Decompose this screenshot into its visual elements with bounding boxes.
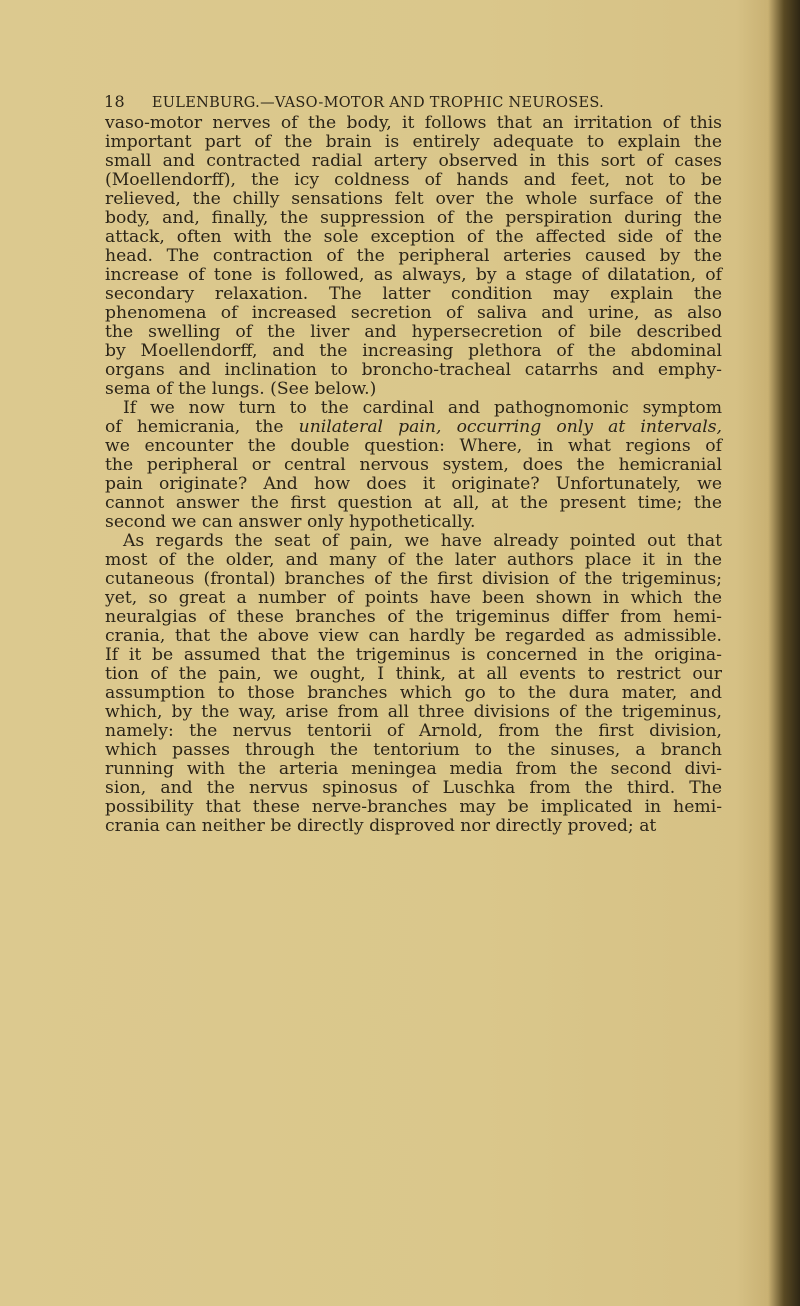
page-number: 18 — [104, 92, 125, 111]
text-line: possibility that these nerve-branches may be implicated in hemi- — [105, 797, 722, 817]
text-line: attack, often with the sole exception of the affected side of the — [105, 227, 722, 247]
text-line: vaso-motor nerves of the body, it follows that an irritation of this — [105, 113, 722, 133]
text-line: phenomena of increased secretion of saliva and urine, as also — [105, 303, 722, 323]
text-line: running with the arteria meningea media from the second divi- — [105, 759, 722, 779]
text-line: small and contracted radial artery observed in this sort of cases — [105, 151, 722, 171]
text-line: sema of the lungs. (See below.) — [105, 379, 377, 399]
text-line: As regards the seat of pain, we have already pointed out that — [123, 531, 722, 551]
italic-emphasis: unilateral pain, occurring only at intervals, — [298, 417, 723, 437]
text-line: (Moellendorff), the icy coldness of hands and feet, not to be — [105, 170, 722, 190]
text-line: neuralgias of these branches of the trigeminus differ from hemi- — [105, 607, 722, 627]
text-line: pain originate? And how does it originate? Unfortunately, we — [105, 474, 722, 494]
text-line: cannot answer the first question at all, at the present time; the — [105, 493, 722, 513]
text-line: namely: the nervus tentorii of Arnold, from the first division, — [105, 721, 722, 741]
text-line: the peripheral or central nervous system, does the hemicranial — [105, 455, 722, 475]
text-line: yet, so great a number of points have been shown in which the — [105, 588, 722, 608]
text-line: tion of the pain, we ought, I think, at all events to restrict our — [105, 664, 722, 684]
text-line: cutaneous (frontal) branches of the first division of the trigeminus; — [105, 569, 722, 589]
text-line: the swelling of the liver and hypersecretion of bile described — [105, 322, 722, 342]
text-line: by Moellendorff, and the increasing plethora of the abdominal — [105, 341, 722, 361]
text-line: If we now turn to the cardinal and pathognomonic symptom — [123, 398, 722, 418]
text-line: second we can answer only hypothetically. — [105, 512, 476, 532]
text-line: head. The contraction of the peripheral arteries caused by the — [105, 246, 722, 266]
text-line: crania can neither be directly disproved nor directly proved; at — [105, 816, 657, 836]
text-line — [105, 418, 722, 437]
text-line: sion, and the nervus spinosus of Luschka from the third. The — [105, 778, 722, 798]
text-line: If it be assumed that the trigeminus is concerned in the origina- — [105, 645, 722, 665]
text-span: of hemicrania, the — [105, 417, 299, 437]
running-title: EULENBURG.—VASO-MOTOR AND TROPHIC NEUROSES. — [151, 95, 605, 111]
text-line: organs and inclination to broncho-tracheal catarrhs and emphy- — [105, 360, 722, 380]
text-line: we encounter the double question: Where, in what regions of — [105, 436, 722, 456]
text-line: secondary relaxation. The latter condition may explain the — [105, 284, 722, 304]
text-line: most of the older, and many of the later authors place it in the — [105, 550, 722, 570]
text-line: crania, that the above view can hardly be regarded as admissible. — [105, 626, 722, 646]
text-line: relieved, the chilly sensations felt over the whole surface of the — [105, 189, 722, 209]
text-line: increase of tone is followed, as always, by a stage of dilatation, of — [105, 265, 722, 285]
text-line: body, and, finally, the suppression of the perspiration during the — [105, 208, 722, 228]
text-line: important part of the brain is entirely adequate to explain the — [105, 132, 722, 152]
text-line: which, by the way, arise from all three divisions of the trigeminus, — [105, 702, 722, 722]
body-text — [105, 114, 722, 836]
running-header — [104, 92, 724, 111]
text-line: assumption to those branches which go to the dura mater, and — [105, 683, 722, 703]
text-line: which passes through the tentorium to the sinuses, a branch — [105, 740, 722, 760]
